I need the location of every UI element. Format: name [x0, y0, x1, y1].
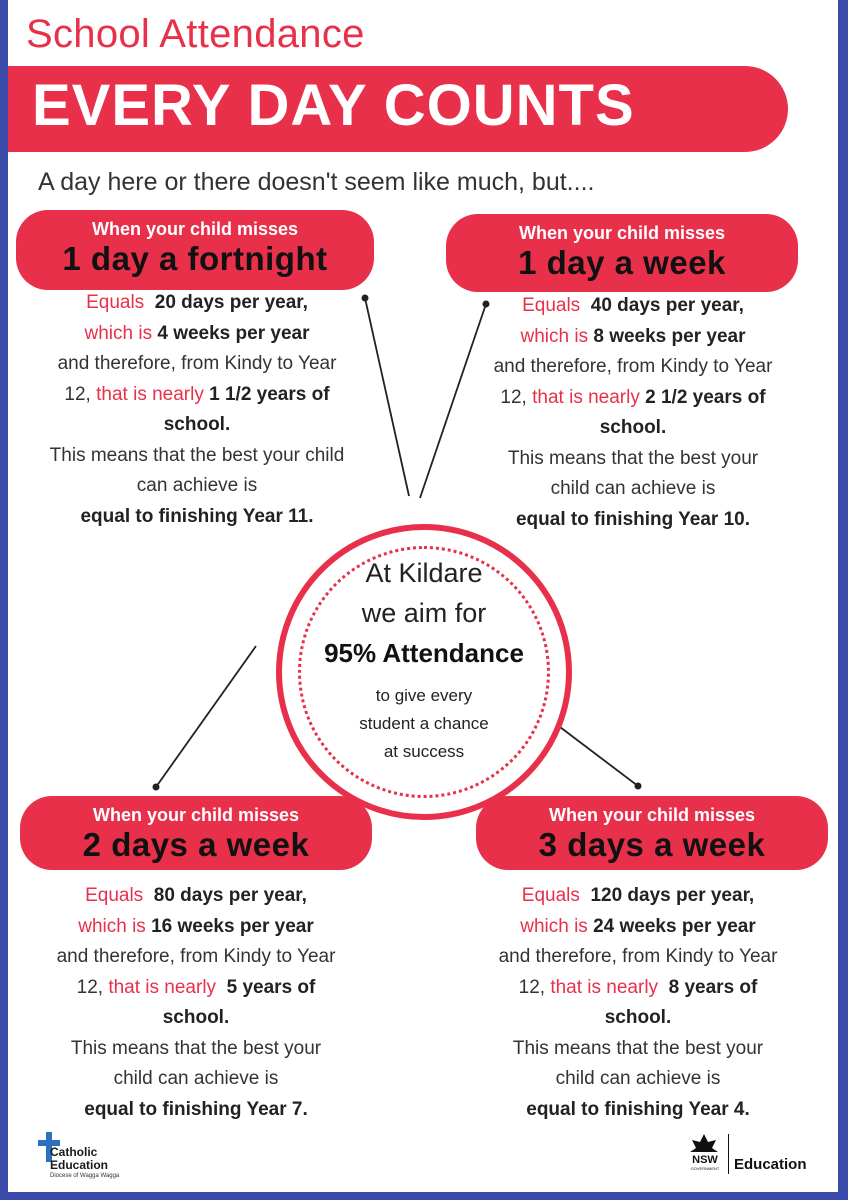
card-2-equals-label: Equals	[522, 295, 581, 316]
card-2-pill-big: 1 day a week	[518, 244, 726, 281]
card-4-school: school.	[604, 1007, 672, 1028]
card-1-which-label: which is	[84, 322, 153, 344]
catholic-text-3: Diocese of Wagga Wagga	[50, 1173, 120, 1179]
card-4-which-value: 24 weeks per year	[593, 915, 756, 937]
card-3-twelve: 12,	[76, 976, 104, 998]
card-2-which-value: 8 weeks per year	[593, 325, 746, 347]
card-3-which-label: which is	[78, 915, 146, 937]
card-3-nearly-value: 5 years of	[226, 976, 316, 998]
card-1-twelve: 12,	[64, 383, 91, 405]
card-4-finish: equal to finishing Year 4.	[526, 1098, 750, 1120]
card-3-text	[26, 881, 366, 1125]
card-4-text	[468, 881, 808, 1125]
card-3-means-2: child can achieve is	[113, 1068, 279, 1089]
card-1-pill	[16, 210, 374, 290]
card-4-equals-value: 120 days per year,	[590, 885, 755, 906]
card-4-pill-big: 3 days a week	[538, 826, 766, 863]
nsw-text: NSW	[692, 1154, 718, 1166]
center-headline: 95% Attendance	[324, 638, 524, 668]
page-title: School Attendance	[26, 12, 365, 56]
banner-heading: EVERY DAY COUNTS	[32, 73, 635, 138]
card-4-therefore: and therefore, from Kindy to Year	[498, 946, 778, 967]
center-sub-2: student a chance	[359, 714, 489, 733]
card-4-nearly-value: 8 years of	[668, 976, 758, 998]
card-2-finish: equal to finishing Year 10.	[515, 508, 751, 530]
card-2-nearly-label: that is nearly	[532, 386, 640, 408]
card-3-pill-big: 2 days a week	[82, 826, 310, 863]
card-2-text	[466, 291, 800, 535]
card-3-nearly-label: that is nearly	[108, 976, 217, 998]
card-1-means-2: can achieve is	[136, 475, 258, 496]
card-3-finish: equal to finishing Year 7.	[84, 1098, 308, 1120]
card-2-which-label: which is	[520, 325, 589, 347]
catholic-text-2: Education	[50, 1158, 109, 1172]
card-2-pill	[446, 214, 798, 292]
card-3-school: school.	[162, 1007, 230, 1028]
card-3-pill	[20, 796, 372, 870]
waratah-icon	[688, 1132, 720, 1154]
connector-dot-3	[153, 784, 160, 791]
connector-dot-4	[635, 783, 642, 790]
card-2-school: school.	[599, 417, 667, 438]
card-4-means-2: child can achieve is	[555, 1068, 721, 1089]
card-2-twelve: 12,	[500, 386, 527, 408]
logo-divider	[728, 1134, 729, 1174]
catholic-text-1: Catholic	[50, 1145, 98, 1159]
card-1-equals-value: 20 days per year,	[154, 292, 308, 313]
card-1-pill-small: When your child misses	[91, 219, 299, 239]
card-3-means-1: This means that the best your	[70, 1037, 322, 1059]
card-4-which-label: which is	[520, 915, 588, 937]
connector-line-4	[556, 724, 638, 786]
card-4-twelve: 12,	[518, 976, 546, 998]
card-4-means-1: This means that the best your	[512, 1037, 764, 1059]
center-sub-3: at success	[383, 742, 465, 761]
card-1-therefore: and therefore, from Kindy to Year	[57, 353, 337, 374]
card-1-equals-label: Equals	[86, 292, 145, 313]
center-line-2: we aim for	[361, 598, 487, 628]
card-2-means-2: child can achieve is	[550, 478, 716, 499]
card-2-pill-small: When your child misses	[518, 223, 726, 243]
card-4-pill	[476, 796, 828, 870]
center-line-1: At Kildare	[365, 558, 483, 588]
card-3-equals-value: 80 days per year,	[153, 885, 307, 906]
nsw-government-text: GOVERNMENT	[690, 1166, 720, 1171]
attendance-goal-circle	[276, 524, 572, 820]
card-4-nearly-label: that is nearly	[550, 976, 659, 998]
card-3-which-value: 16 weeks per year	[151, 915, 314, 937]
card-3-equals-label: Equals	[85, 885, 144, 906]
card-1-nearly-value: 1 1/2 years of	[209, 383, 330, 405]
connector-line-3	[156, 646, 256, 787]
card-3-pill-small: When your child misses	[92, 805, 300, 825]
card-4-equals-label: Equals	[521, 885, 580, 906]
card-2-nearly-value: 2 1/2 years of	[645, 386, 766, 408]
card-1-nearly-label: that is nearly	[96, 383, 204, 405]
card-3-therefore: and therefore, from Kindy to Year	[56, 946, 336, 967]
card-2-equals-value: 40 days per year,	[590, 295, 744, 316]
education-text: Education	[734, 1156, 807, 1173]
card-2-means-1: This means that the best your	[507, 447, 759, 469]
card-1-finish: equal to finishing Year 11.	[80, 505, 314, 527]
card-1-means-1: This means that the best your child	[49, 444, 345, 466]
card-1-which-value: 4 weeks per year	[157, 322, 310, 344]
poster-page	[8, 0, 838, 1192]
card-4-pill-small: When your child misses	[548, 805, 756, 825]
intro-text: A day here or there doesn't seem like much, but....	[38, 168, 595, 196]
card-1-pill-big: 1 day a fortnight	[62, 240, 328, 277]
center-sub-1: to give every	[375, 686, 473, 705]
card-1-text	[14, 288, 380, 532]
card-1-school: school.	[163, 414, 231, 435]
card-2-therefore: and therefore, from Kindy to Year	[493, 356, 773, 377]
